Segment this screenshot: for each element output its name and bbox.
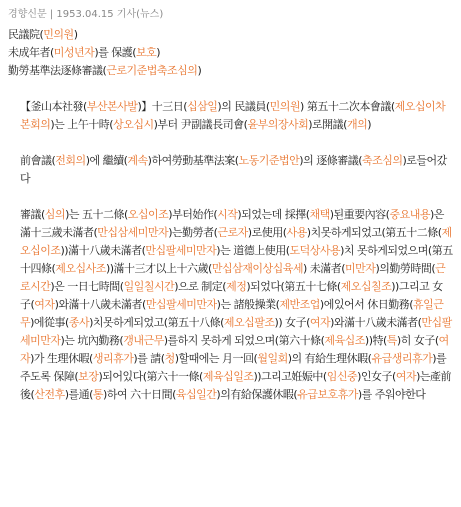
text-segment: )된重要內容( (329, 208, 390, 221)
text-segment: ))滿十三才以上十六歲( (105, 262, 212, 275)
hangul-reading: 산전후 (34, 388, 65, 401)
text-segment: )를 請( (133, 352, 165, 365)
text-segment: )되어있다(第六十一條( (98, 370, 203, 383)
text-segment: )와滿十八歲未滿者( (54, 298, 146, 311)
text-segment: 前會議( (20, 154, 56, 167)
text-segment: )치못하게되었고(第五十二條( (306, 226, 442, 239)
hangul-reading: 민의원 (269, 100, 301, 113)
hangul-reading: 제오십칠조 (340, 280, 392, 293)
hangul-reading: 제오십이조 (20, 226, 452, 257)
hangul-reading: 민의원 (43, 28, 74, 41)
hangul-reading: 제반조업 (279, 298, 320, 311)
hangul-reading: 제오십사조 (55, 262, 106, 275)
paragraph-3 (8, 206, 453, 404)
text-segment: )은 一日七時間( (50, 280, 124, 293)
spacer (8, 134, 453, 152)
text-segment: )는勤勞者( (168, 226, 218, 239)
text-segment: )치못하게되었고(第五十八條( (89, 316, 224, 329)
hangul-reading: 임신중 (326, 370, 358, 383)
text-segment: )의有給保護休暇( (216, 388, 298, 401)
hangul-reading: 여자 (34, 298, 55, 311)
text-segment: )의 有給生理休暇( (287, 352, 372, 365)
hangul-reading: 제육십일조 (202, 370, 254, 383)
hangul-reading: 유급생리휴가 (371, 352, 433, 365)
text-segment: ) (197, 64, 202, 77)
text-segment: )는 諸般操業( (216, 298, 280, 311)
headline-line (8, 26, 453, 44)
text-segment: )는產前後( (20, 370, 452, 401)
hangul-reading: 개의 (346, 118, 368, 131)
text-segment: )으로 制定( (174, 280, 227, 293)
hangul-reading: 축조심의 (362, 154, 403, 167)
text-segment: ))特( (364, 334, 387, 347)
headline-line (8, 44, 453, 62)
text-segment: )인女子( (357, 370, 396, 383)
text-segment: 【釜山本社發( (20, 100, 87, 113)
text-segment: )로들어갔다 (20, 154, 447, 185)
text-segment: )의勤勞時間( (375, 262, 436, 275)
text-segment: )하여勞動基準法案( (147, 154, 239, 167)
text-segment: )를하지 못하게 되었으며(第六十條( (163, 334, 325, 347)
hangul-reading: 월일회 (257, 352, 288, 365)
text-segment: )로使用( (247, 226, 287, 239)
text-segment: ))滿十八歲未滿者( (60, 244, 146, 257)
hangul-reading: 육십일간 (175, 388, 217, 401)
hangul-reading: 제육십조 (324, 334, 365, 347)
headline-line (8, 62, 453, 80)
text-segment: ) (367, 118, 372, 131)
hangul-reading: 휴일근무 (20, 298, 444, 329)
paragraph-1 (8, 98, 453, 134)
text-segment: )에있어서 休日勤務( (319, 298, 413, 311)
hangul-reading: 일일칠시간 (123, 280, 175, 293)
text-segment: )에 繼續( (85, 154, 128, 167)
text-segment: )를 주워야한다 (357, 388, 426, 401)
hangul-reading: 중요내용 (389, 208, 430, 221)
hangul-reading: 제오십이차본회의 (20, 100, 446, 131)
text-segment: 審議( (20, 208, 45, 221)
spacer (8, 80, 453, 98)
text-segment: ))그리고 女子( (20, 280, 443, 311)
hangul-reading: 노동기준법안 (238, 154, 300, 167)
hangul-reading: 십삼일 (187, 100, 218, 113)
hangul-reading: 도덕상사용 (289, 244, 341, 257)
headline-block (8, 26, 453, 80)
text-segment: )에從事( (30, 316, 69, 329)
text-segment: )히 女子( (396, 334, 439, 347)
text-segment: ) (156, 46, 161, 59)
text-segment: ))그리고姙娠中( (253, 370, 327, 383)
hangul-reading: 사용 (286, 226, 307, 239)
hangul-reading: 미만자 (345, 262, 376, 275)
hangul-reading: 전회의 (55, 154, 86, 167)
text-segment: )치 못하게되었으며(第五十四條( (20, 244, 453, 275)
text-segment: )와滿十八歲未滿者( (330, 316, 422, 329)
text-segment: )은 滿十三歲未滿者( (20, 208, 444, 239)
text-segment: 勤勞基準法逐條審議( (8, 64, 107, 77)
text-segment: )는 道德上使用( (216, 244, 290, 257)
text-segment: )로開議( (308, 118, 347, 131)
text-segment: )되었다(第五十七條( (246, 280, 341, 293)
text-segment: )되었는데 採擇( (237, 208, 310, 221)
hangul-reading: 근로시간 (20, 262, 446, 293)
article-body (8, 26, 453, 404)
text-segment: )는 坑內勤務( (60, 334, 124, 347)
text-segment: )는 五十二條( (65, 208, 128, 221)
text-segment: )의 逐條審議( (299, 154, 362, 167)
hangul-reading: 미성년자 (53, 46, 95, 59)
hangul-reading: 만십삼세미만자 (97, 226, 169, 239)
text-segment: ) (73, 28, 78, 41)
hangul-reading: 특 (386, 334, 397, 347)
paragraph-2 (8, 152, 453, 188)
hangul-reading: 상오십시 (113, 118, 154, 131)
hangul-reading: 보장 (78, 370, 99, 383)
text-segment: )할때에는 月一回( (174, 352, 258, 365)
hangul-reading: 심의 (44, 208, 66, 221)
text-segment: )하여 六十日間( (103, 388, 176, 401)
hangul-reading: 만십팔세미만자 (145, 298, 217, 311)
spacer (8, 188, 453, 206)
hangul-reading: 계속 (127, 154, 148, 167)
hangul-reading: 갱내근무 (123, 334, 164, 347)
hangul-reading: 생리휴가 (92, 352, 134, 365)
text-segment: )의 民議員( (217, 100, 270, 113)
hangul-reading: 오십이조 (127, 208, 169, 221)
hangul-reading: 통 (92, 388, 104, 401)
hangul-reading: 청 (164, 352, 175, 365)
hangul-reading: 채택 (309, 208, 330, 221)
hangul-reading: 제정 (226, 280, 247, 293)
text-segment: 民議院( (8, 28, 44, 41)
hangul-reading: 근로기준법축조심의 (106, 64, 198, 77)
text-segment: )부터始作( (168, 208, 218, 221)
hangul-reading: 부산본사발 (86, 100, 138, 113)
text-segment: )가 生理休暇( (30, 352, 93, 365)
hangul-reading: 여자 (309, 316, 331, 329)
text-segment: )를주도록 保障( (20, 352, 447, 383)
text-segment: )는 上午十時( (50, 118, 114, 131)
hangul-reading: 유급보호휴가 (297, 388, 358, 401)
article-meta: 경향신문 | 1953.04.15 기사(뉴스) (8, 9, 164, 20)
text-segment: 未成年者( (8, 46, 54, 59)
hangul-reading: 여자 (395, 370, 417, 383)
text-segment: )) 女子( (274, 316, 310, 329)
hangul-reading: 종사 (68, 316, 90, 329)
hangul-reading: 시작 (217, 208, 238, 221)
hangul-reading: 제오십팔조 (223, 316, 275, 329)
hangul-reading: 윤부의장사회 (247, 118, 309, 131)
text-segment: )】十三日( (137, 100, 188, 113)
hangul-reading: 보호 (136, 46, 157, 59)
hangul-reading: 만십팔세미만자 (20, 316, 452, 347)
text-segment: ) 未滿者( (302, 262, 346, 275)
text-segment: )부터 尹副議長司會( (153, 118, 248, 131)
text-segment: )를 保護( (94, 46, 137, 59)
hangul-reading: 여자 (20, 334, 449, 365)
hangul-reading: 근로자 (217, 226, 248, 239)
text-segment: )를通( (64, 388, 93, 401)
hangul-reading: 만십삼재이상십육세 (211, 262, 303, 275)
hangul-reading: 만십팔세미만자 (145, 244, 217, 257)
text-segment: ) 第五十二次本會議( (300, 100, 395, 113)
